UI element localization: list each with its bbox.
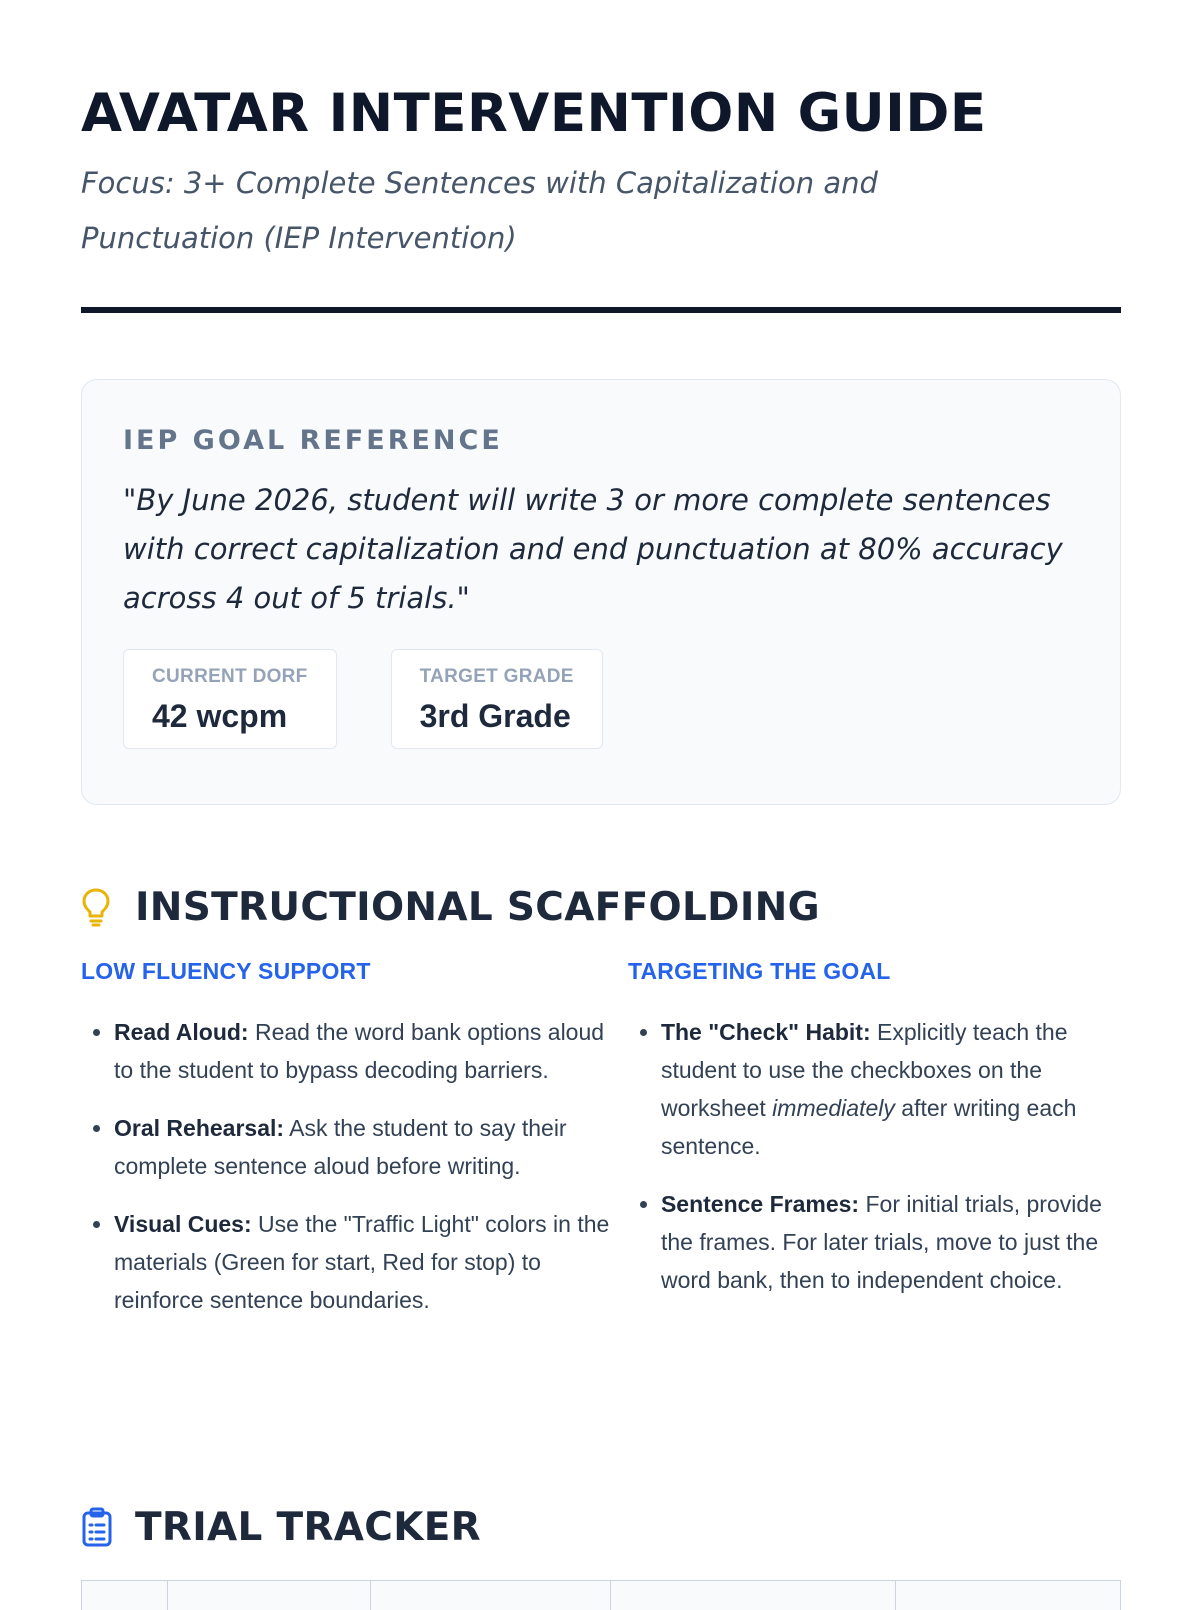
item-text: Use the "Traffic Light" colors in the materials (Green for start, Red for stop) to reinforce sentence boundaries. [114, 1211, 610, 1313]
stat-value: 42 wcpm [152, 698, 288, 734]
scaffolding-section-header [81, 877, 1119, 937]
item-emphasis: immediately [772, 1095, 895, 1121]
stat-label: CURRENT DORF [152, 666, 308, 687]
list-item [661, 1185, 1119, 1299]
stat-label: TARGET GRADE [419, 666, 574, 687]
scaffolding-title: INSTRUCTIONAL SCAFFOLDING [135, 884, 820, 930]
targeting-goal-list [628, 1013, 1119, 1299]
table-header-cell [168, 1581, 372, 1610]
table-header-cell [896, 1581, 1120, 1610]
item-text: Explicitly teach the student to use the checkboxes on the worksheet [660, 1019, 1068, 1121]
table-header-cell [82, 1581, 168, 1610]
item-term: Sentence Frames: [660, 1191, 860, 1217]
item-text: For initial trials, provide the frames. For later trials, move to just the word bank, then to independent choice. [660, 1191, 1102, 1293]
scaffolding-columns [81, 955, 1119, 1339]
title-divider [81, 307, 1121, 313]
item-term: The "Check" Habit: [660, 1019, 871, 1045]
list-item [114, 1013, 628, 1089]
item-text: Read the word bank options aloud to the student to bypass decoding barriers. [114, 1019, 605, 1083]
page-subtitle: Focus: 3+ Complete Sentences with Capitalization and Punctuation (IEP Intervention) [81, 166, 878, 255]
tracker-title: TRIAL TRACKER [135, 1504, 481, 1550]
stat-current-dorf [123, 649, 337, 749]
item-term: Oral Rehearsal: [114, 1115, 285, 1141]
item-text: after writing each sentence. [660, 1095, 1077, 1159]
list-item [661, 1013, 1119, 1165]
stat-target-grade [391, 649, 603, 749]
trial-tracker-table [81, 1580, 1121, 1610]
low-fluency-list [81, 1013, 628, 1319]
item-text: Ask the student to say their complete sentence aloud before writing. [114, 1115, 567, 1179]
clipboard-icon [81, 1505, 117, 1549]
iep-goal-card [81, 379, 1121, 805]
targeting-goal-heading: TARGETING THE GOAL [627, 958, 891, 984]
item-term: Read Aloud: [114, 1019, 249, 1045]
low-fluency-heading: LOW FLUENCY SUPPORT [81, 958, 371, 984]
lightbulb-icon [81, 885, 117, 929]
goal-label: IEP GOAL REFERENCE [123, 425, 503, 456]
table-header-cell [611, 1581, 896, 1610]
tracker-section-header [81, 1497, 481, 1557]
list-item [114, 1205, 628, 1319]
list-item [114, 1109, 628, 1185]
page-title: AVATAR INTERVENTION GUIDE [81, 83, 987, 144]
goal-stats [123, 649, 1080, 749]
table-header-cell [371, 1581, 611, 1610]
stat-value: 3rd Grade [419, 698, 571, 734]
goal-quote: "By June 2026, student will write 3 or more complete sentences with correct capitalization and end punctuation at 80% accuracy across 4 out of 5 trials." [123, 483, 1063, 615]
low-fluency-column [81, 955, 628, 1339]
item-term: Visual Cues: [114, 1211, 252, 1237]
targeting-goal-column [628, 955, 1119, 1339]
